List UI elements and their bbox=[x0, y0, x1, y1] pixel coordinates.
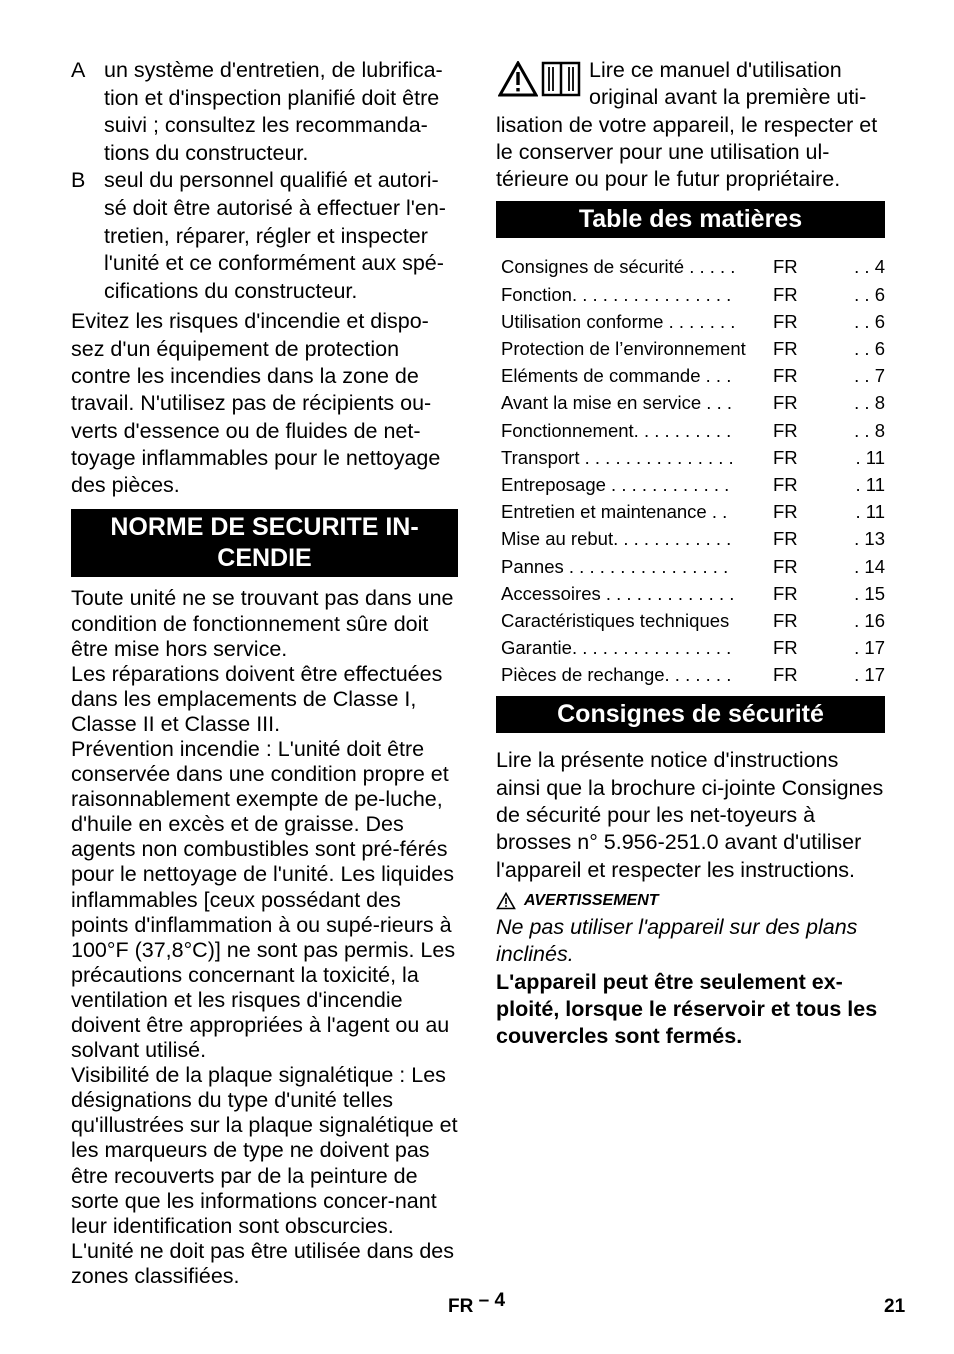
toc-page: . . 8 bbox=[854, 419, 885, 441]
toc-row bbox=[501, 607, 885, 634]
intro-text: Lire ce manuel d'utilisation original avant la première uti-lisation de votre appareil, le respecter et le conserver pour une utilisation ul-térieure ou pour le futur propriétaire. bbox=[496, 58, 878, 192]
toc-lang: FR bbox=[773, 637, 798, 659]
toc-title: Avant la mise en service . . . bbox=[501, 392, 733, 414]
toc-title: Eléments de commande . . . bbox=[501, 365, 732, 387]
toc-title: Entreposage . . . . . . . . . . . . bbox=[501, 473, 730, 495]
toc-page: . 17 bbox=[854, 637, 885, 659]
toc-row bbox=[501, 362, 885, 389]
toc-page: . . 4 bbox=[854, 256, 885, 278]
toc-row bbox=[501, 498, 885, 525]
toc-page: . 11 bbox=[855, 446, 885, 468]
toc-lang: FR bbox=[773, 555, 798, 577]
warning-label: AVERTISSEMENT bbox=[524, 891, 659, 909]
list-item-b bbox=[71, 167, 458, 305]
fire-risk-paragraph: Evitez les risques d'incendie et dispo-sez d'un équipement de protection contre les incendies dans la zone de travail. N'utilisez pas de récipients ou-verts d'essence ou de fluides de net-toyage inflammables pour le nettoyage des pièces. bbox=[71, 309, 441, 498]
safety-heading: Consignes de sécurité bbox=[496, 696, 885, 733]
toc-page: . 15 bbox=[854, 582, 885, 604]
paragraph: Prévention incendie : L'unité doit être conservée dans une condition propre et raisonnablement exempte de pe-luche, d'huile en excès et de graisse. Des agents non combustibles sont pré-férés pour le nettoyage de l'unité. Les liquides inflammables [ceux possédant des points d'inflammation à ou supé-rieurs à 100°F (37,8°C)] ne sont pas permis. Les précautions concernant la toxicité, la ventilation et les risques d'incendie doivent être appropriées à l'agent ou au solvant utilisé. bbox=[71, 736, 456, 1063]
toc-page: . 17 bbox=[854, 664, 885, 686]
toc-lang: FR bbox=[773, 419, 798, 441]
warning-small-icon bbox=[496, 892, 516, 910]
toc-row bbox=[501, 634, 885, 661]
toc-title: Utilisation conforme . . . . . . . bbox=[501, 310, 736, 332]
toc-row bbox=[501, 471, 885, 498]
toc-title: Transport . . . . . . . . . . . . . . . bbox=[501, 446, 734, 468]
safety-paragraph: Lire la présente notice d'instructions ainsi que la brochure ci-jointe Consignes de sécurité pour les net-toyeurs à brosses n° 5.956-251.0 avant d'utiliser l'appareil et respecter les instructions. bbox=[496, 748, 884, 882]
toc-title: Accessoires . . . . . . . . . . . . . bbox=[501, 582, 735, 604]
toc-row bbox=[501, 335, 885, 362]
toc-page: . 11 bbox=[855, 473, 885, 495]
toc-title: Garantie. . . . . . . . . . . . . . . . bbox=[501, 637, 732, 659]
toc-lang: FR bbox=[773, 283, 798, 305]
toc-lang: FR bbox=[773, 501, 798, 523]
toc-row bbox=[501, 417, 885, 444]
toc-title: Fonctionnement. . . . . . . . . . bbox=[501, 419, 732, 441]
list-text: seul du personnel qualifié et autori-sé doit être autorisé à effectuer l'en-tretien, réparer, régler et inspecter l'unité et ce conformément aux spé-cifications du constructeur. bbox=[104, 168, 446, 303]
footer-dash: – bbox=[478, 1290, 490, 1311]
warning-line bbox=[496, 892, 885, 910]
footer-section-label bbox=[448, 1290, 506, 1318]
manual-book-icon bbox=[541, 61, 581, 97]
list-key: B bbox=[71, 168, 86, 193]
warning-triangle-icon bbox=[498, 61, 538, 97]
toc-row bbox=[501, 389, 885, 416]
toc-page: . 16 bbox=[854, 609, 885, 631]
toc-title: Pannes . . . . . . . . . . . . . . . . bbox=[501, 555, 729, 577]
toc-lang: FR bbox=[773, 473, 798, 495]
left-column bbox=[71, 57, 458, 1289]
toc-page: . 13 bbox=[854, 528, 885, 550]
toc-page: . . 6 bbox=[854, 338, 885, 360]
table-of-contents bbox=[501, 253, 885, 688]
footer-lang: FR bbox=[448, 1296, 474, 1317]
toc-page: . . 6 bbox=[854, 283, 885, 305]
toc-row bbox=[501, 444, 885, 471]
toc-lang: FR bbox=[773, 256, 798, 278]
toc-lang: FR bbox=[773, 310, 798, 332]
paragraph: Visibilité de la plaque signalétique : Les désignations du type d'unité telles qu'illustrées sur la plaque signalétique et les marqueurs de type ne doivent pas être recouverts par de la peinture de sorte que les informations concer-nant leur identification sont obscurcies. bbox=[71, 1063, 458, 1238]
toc-title: Entretien et maintenance . . bbox=[501, 501, 728, 523]
toc-row bbox=[501, 253, 885, 280]
page-number: 21 bbox=[884, 1296, 906, 1317]
intro-block bbox=[496, 57, 885, 193]
toc-lang: FR bbox=[773, 338, 798, 360]
paragraph: L'unité ne doit pas être utilisée dans des zones classifiées. bbox=[71, 1238, 455, 1288]
right-column bbox=[496, 57, 885, 1050]
list-text: un système d'entretien, de lubrifica-tion et d'inspection planifié doit être suivi ; consultez les recommanda-tions du constructeur. bbox=[104, 58, 443, 165]
toc-title: Consignes de sécurité . . . . . bbox=[501, 256, 736, 278]
toc-lang: FR bbox=[773, 528, 798, 550]
toc-lang: FR bbox=[773, 365, 798, 387]
toc-page: . 11 bbox=[855, 501, 885, 523]
toc-title: Caractéristiques techniques bbox=[501, 609, 730, 631]
toc-lang: FR bbox=[773, 392, 798, 414]
list-item-a bbox=[71, 57, 458, 167]
toc-lang: FR bbox=[773, 664, 798, 686]
toc-row bbox=[501, 281, 885, 308]
toc-lang: FR bbox=[773, 582, 798, 604]
fire-safety-body bbox=[71, 586, 458, 1289]
toc-row bbox=[501, 553, 885, 580]
toc-page: . . 7 bbox=[854, 365, 885, 387]
toc-row bbox=[501, 308, 885, 335]
toc-title: Pièces de rechange. . . . . . . bbox=[501, 664, 732, 686]
paragraph: Toute unité ne se trouvant pas dans une condition de fonctionnement sûre doit être mise hors service. bbox=[71, 586, 454, 661]
section-heading-fire-safety: NORME DE SECURITE IN-CENDIE bbox=[71, 509, 458, 577]
toc-lang: FR bbox=[773, 446, 798, 468]
bold-notice: L'appareil peut être seulement ex-ploité, lorsque le réservoir et tous les couvercles sont fermés. bbox=[496, 969, 878, 1049]
toc-title: Fonction. . . . . . . . . . . . . . . . bbox=[501, 283, 732, 305]
intro-icons bbox=[498, 61, 581, 97]
toc-title: Protection de l’environnement bbox=[501, 338, 746, 360]
warning-text: Ne pas utiliser l'appareil sur des plans inclinés. bbox=[496, 914, 858, 967]
toc-page: . . 8 bbox=[854, 392, 885, 414]
paragraph: Les réparations doivent être effectuées dans les emplacements de Classe I, Classe II et Classe III. bbox=[71, 661, 443, 736]
toc-row bbox=[501, 525, 885, 552]
toc-heading: Table des matières bbox=[496, 201, 885, 238]
toc-title: Mise au rebut. . . . . . . . . . . . bbox=[501, 528, 732, 550]
toc-page: . 14 bbox=[854, 555, 885, 577]
toc-row bbox=[501, 580, 885, 607]
footer-section-page: 4 bbox=[494, 1290, 506, 1311]
toc-row bbox=[501, 661, 885, 688]
toc-lang: FR bbox=[773, 609, 798, 631]
list-key: A bbox=[71, 58, 86, 82]
toc-page: . . 6 bbox=[854, 310, 885, 332]
